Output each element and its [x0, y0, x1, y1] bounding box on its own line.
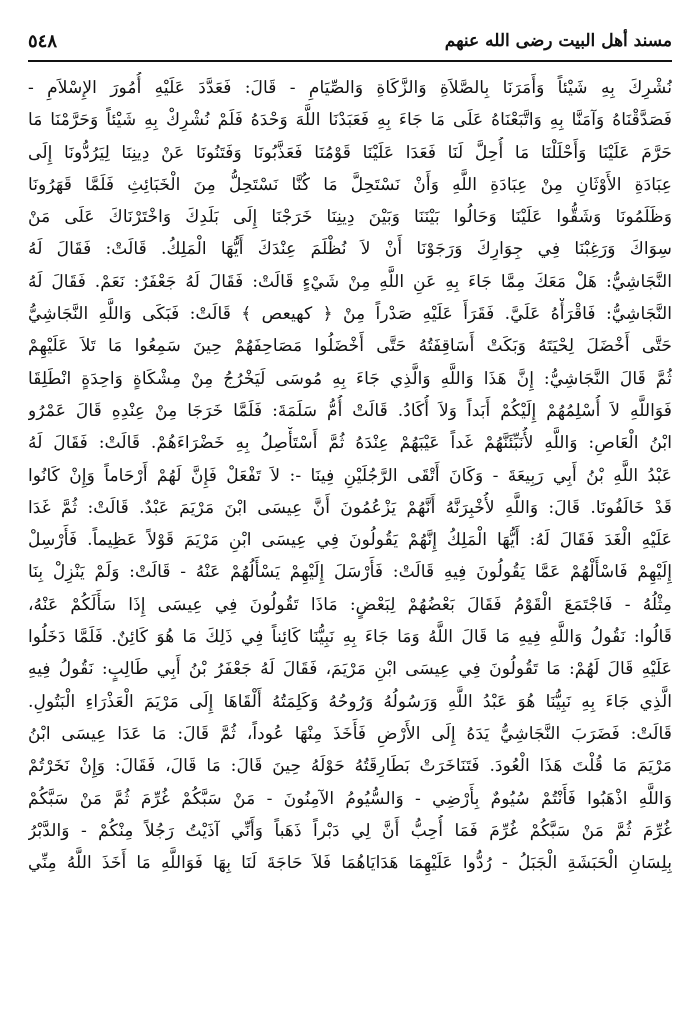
text-line: الَّذِي جَاءَ بِهِ نَبِيُّنَا هُوَ عَبْدُ اللَّهِ وَرَسُولُهُ وَرُوحُهُ وَكَلِمَتُهُ أَلْقَاهَا إِلَى مَرْيَمَ الْعَذْرَاءِ الْبَتُولِ.: [28, 691, 672, 712]
text-line: حَرَّمَ عَلَيْنَا وَأَحْلَلْنَا مَا أُحِلَّ لَنَا فَعَدَا عَلَيْنَا قَوْمُنَا فَعَذَّبُونَا وَفَتَنُونَا عَنْ دِينِنَا لِيَرُدُّونَا إِلَى: [28, 142, 672, 163]
text-line: عَلَيْهِ قَالَ لَهُمْ: مَا تَقُولُونَ فِي عِيسَى ابْنِ مَرْيَمَ، فَقَالَ لَهُ جَعْفَرُ بْنُ أَبِي طَالِبٍ: نَقُولُ فِيهِ: [28, 659, 672, 680]
text-line: قَالَتْ: فَضَرَبَ النَّجَاشِيُّ يَدَهُ إِلَى الأَرْضِ فَأَخَذَ مِنْهَا عُوداً، ثُمَّ قَالَ: مَا عَدَا عِيسَى ابْنُ: [28, 723, 672, 744]
text-line: وَاللَّهِ اذْهَبُوا فَأَنْتُمْ سُيُومٌ بِأَرْضِي - وَالسُّيُومُ الآمِنُونَ - مَنْ سَبَّكُمْ غُرِّمَ ثُمَّ مَنْ سَبَّكُمْ: [28, 788, 672, 809]
text-line: إِلَيْهِمْ فَاسْأَلْهُمْ عَمَّا يَقُولُونَ فِيهِ قَالَتْ: فَأَرْسَلَ إِلَيْهِمْ يَسْأَلُهُمْ عَنْهُ - قَالَتْ: وَلَمْ يَنْزِلْ بِنَا: [28, 562, 672, 583]
page-number: ٥٤٨: [28, 30, 58, 52]
text-line: النَّجَاشِيُّ: فَاقْرَأْهُ عَلَيَّ. فَقَرَأَ عَلَيْهِ صَدْراً مِنْ ﴿ كهيعص ﴾ قَالَتْ: فَبَكَى وَاللَّهِ النَّجَاشِيُّ: [28, 304, 672, 325]
text-line: ثُمَّ قَالَ النَّجَاشِيُّ: إِنَّ هَذَا وَاللَّهِ وَالَّذِي جَاءَ بِهِ مُوسَى لَيَخْرُجُ مِنْ مِشْكَاةٍ وَاحِدَةٍ انْطَلِقَا: [28, 368, 672, 389]
body-text: [28, 72, 672, 879]
text-line: ابْنُ الْعَاصِ: وَاللَّهِ لأُنَبِّئَنَّهُمْ غَداً عَيْبَهُمْ عِنْدَهُ ثُمَّ أَسْتَأْصِلُ بِهِ خَضْرَاءَهُمْ. قَالَتْ: فَقَالَ لَهُ: [28, 433, 672, 454]
text-line: عَبْدُ اللَّهِ بْنُ أَبِي رَبِيعَةَ - وَكَانَ أَتْقَى الرَّجُلَيْنِ فِينَا -: لاَ تَفْعَلْ فَإِنَّ لَهُمْ أَرْحَاماً وَإِنْ كَانُوا: [28, 465, 672, 486]
text-line: النَّجَاشِيُّ: هَلْ مَعَكَ مِمَّا جَاءَ بِهِ عَنِ اللَّهِ مِنْ شَيْءٍ قَالَتْ: فَقَالَ لَهُ جَعْفَرٌ: نَعَمْ. فَقَالَ لَهُ: [28, 271, 672, 292]
text-line: قَدْ خَالَفُونَا. قَالَ: وَاللَّهِ لأُخْبِرَنَّهُ أَنَّهُمْ يَزْعُمُونَ أَنَّ عِيسَى ابْنَ مَرْيَمَ عَبْدٌ. قَالَتْ: ثُمَّ غَدَا: [28, 497, 672, 518]
text-line: وَظَلَمُونَا وَشَقُّوا عَلَيْنَا وَحَالُوا بَيْنَنَا وَبَيْنَ دِينِنَا خَرَجْنَا إِلَى بَلَدِكَ وَاخْتَرْنَاكَ عَلَى مَنْ: [28, 207, 672, 228]
text-line: فَصَدَّقْنَاهُ وَآمَنَّا بِهِ وَاتَّبَعْنَاهُ عَلَى مَا جَاءَ بِهِ فَعَبَدْنَا اللَّهَ وَحْدَهُ فَلَمْ نُشْرِكْ بِهِ شَيْئاً وَحَرَّمْنَا مَا: [28, 110, 672, 131]
text-line: نُشْرِكَ بِهِ شَيْئاً وَأَمَرَنَا بِالصَّلاَةِ وَالزَّكَاةِ وَالصِّيَامِ - قَالَ: فَعَدَّدَ عَلَيْهِ أُمُورَ الإِسْلاَمِ -: [28, 78, 672, 98]
text-line: عَلَيْهِ الْغَدَ فَقَالَ لَهُ: أَيُّهَا الْمَلِكُ إِنَّهُمْ يَقُولُونَ فِي عِيسَى ابْنِ مَرْيَمَ قَوْلاً عَظِيماً. فَأَرْسِلْ: [28, 530, 672, 551]
document-page: [28, 26, 672, 1016]
text-line: مَرْيَمَ مَا قُلْتَ هَذَا الْعُودَ. فَتَنَاخَرَتْ بَطَارِقَتُهُ حَوْلَهُ حِينَ قَالَ: مَا قَالَ، فَقَالَ: وَإِنْ نَخَرْتُمْ: [28, 756, 672, 777]
text-line: سِوَاكَ وَرَغِبْنَا فِي جِوَارِكَ وَرَجَوْنَا أَنْ لاَ نُظْلَمَ عِنْدَكَ أَيُّهَا الْمَلِكُ. قَالَتْ: فَقَالَ لَهُ: [28, 239, 672, 260]
text-line: قَالُوا: نَقُولُ وَاللَّهِ فِيهِ مَا قَالَ اللَّهُ وَمَا جَاءَ بِهِ نَبِيُّنَا كَائِناً فِي ذَلِكَ مَا هُوَ كَائِنٌ. فَلَمَّا دَخَلُوا: [28, 627, 672, 648]
text-line: بِلِسَانِ الْحَبَشَةِ الْجَبَلُ - رُدُّوا عَلَيْهِمَا هَدَايَاهُمَا فَلاَ حَاجَةَ لَنَا بِهَا فَوَاللَّهِ مَا أَخَذَ اللَّهُ مِنِّي: [28, 853, 672, 874]
text-line: مِثْلُهُ - فَاجْتَمَعَ الْقَوْمُ فَقَالَ بَعْضُهُمْ لِبَعْضٍ: مَاذَا تَقُولُونَ فِي عِيسَى إِذَا سَأَلَكُمْ عَنْهُ،: [28, 594, 672, 615]
text-line: غُرِّمَ ثُمَّ مَنْ سَبَّكُمْ غُرِّمَ فَمَا أُحِبُّ أَنَّ لِي دَبْراً ذَهَباً وَأَنِّي آذَيْتُ رَجُلاً مِنْكُمْ - وَالدَّبْرُ: [28, 820, 672, 841]
text-line: فَوَاللَّهِ لاَ أُسْلِمُهُمْ إِلَيْكُمْ أَبَداً وَلاَ أُكَادُ. قَالَتْ أُمُّ سَلَمَةَ: فَلَمَّا خَرَجَا مِنْ عِنْدِهِ قَالَ عَمْرُو: [28, 400, 672, 421]
running-title: مسند أهل البيت رضى الله عنهم: [444, 31, 672, 51]
page-header: [28, 26, 672, 62]
text-line: عِبَادَةِ الأَوْثَانِ مِنْ عِبَادَةِ اللَّهِ وَأَنْ نَسْتَحِلَّ مَا كُنَّا نَسْتَحِلُّ مِنَ الْخَبَائِثِ فَلَمَّا قَهَرُونَا: [28, 174, 672, 195]
text-line: حَتَّى أَخْضَلَ لِحْيَتَهُ وَبَكَتْ أَسَاقِفَتُهُ حَتَّى أَخْضَلُوا مَصَاحِفَهُمْ حِينَ سَمِعُوا مَا تَلاَ عَلَيْهِمْ: [28, 336, 672, 357]
